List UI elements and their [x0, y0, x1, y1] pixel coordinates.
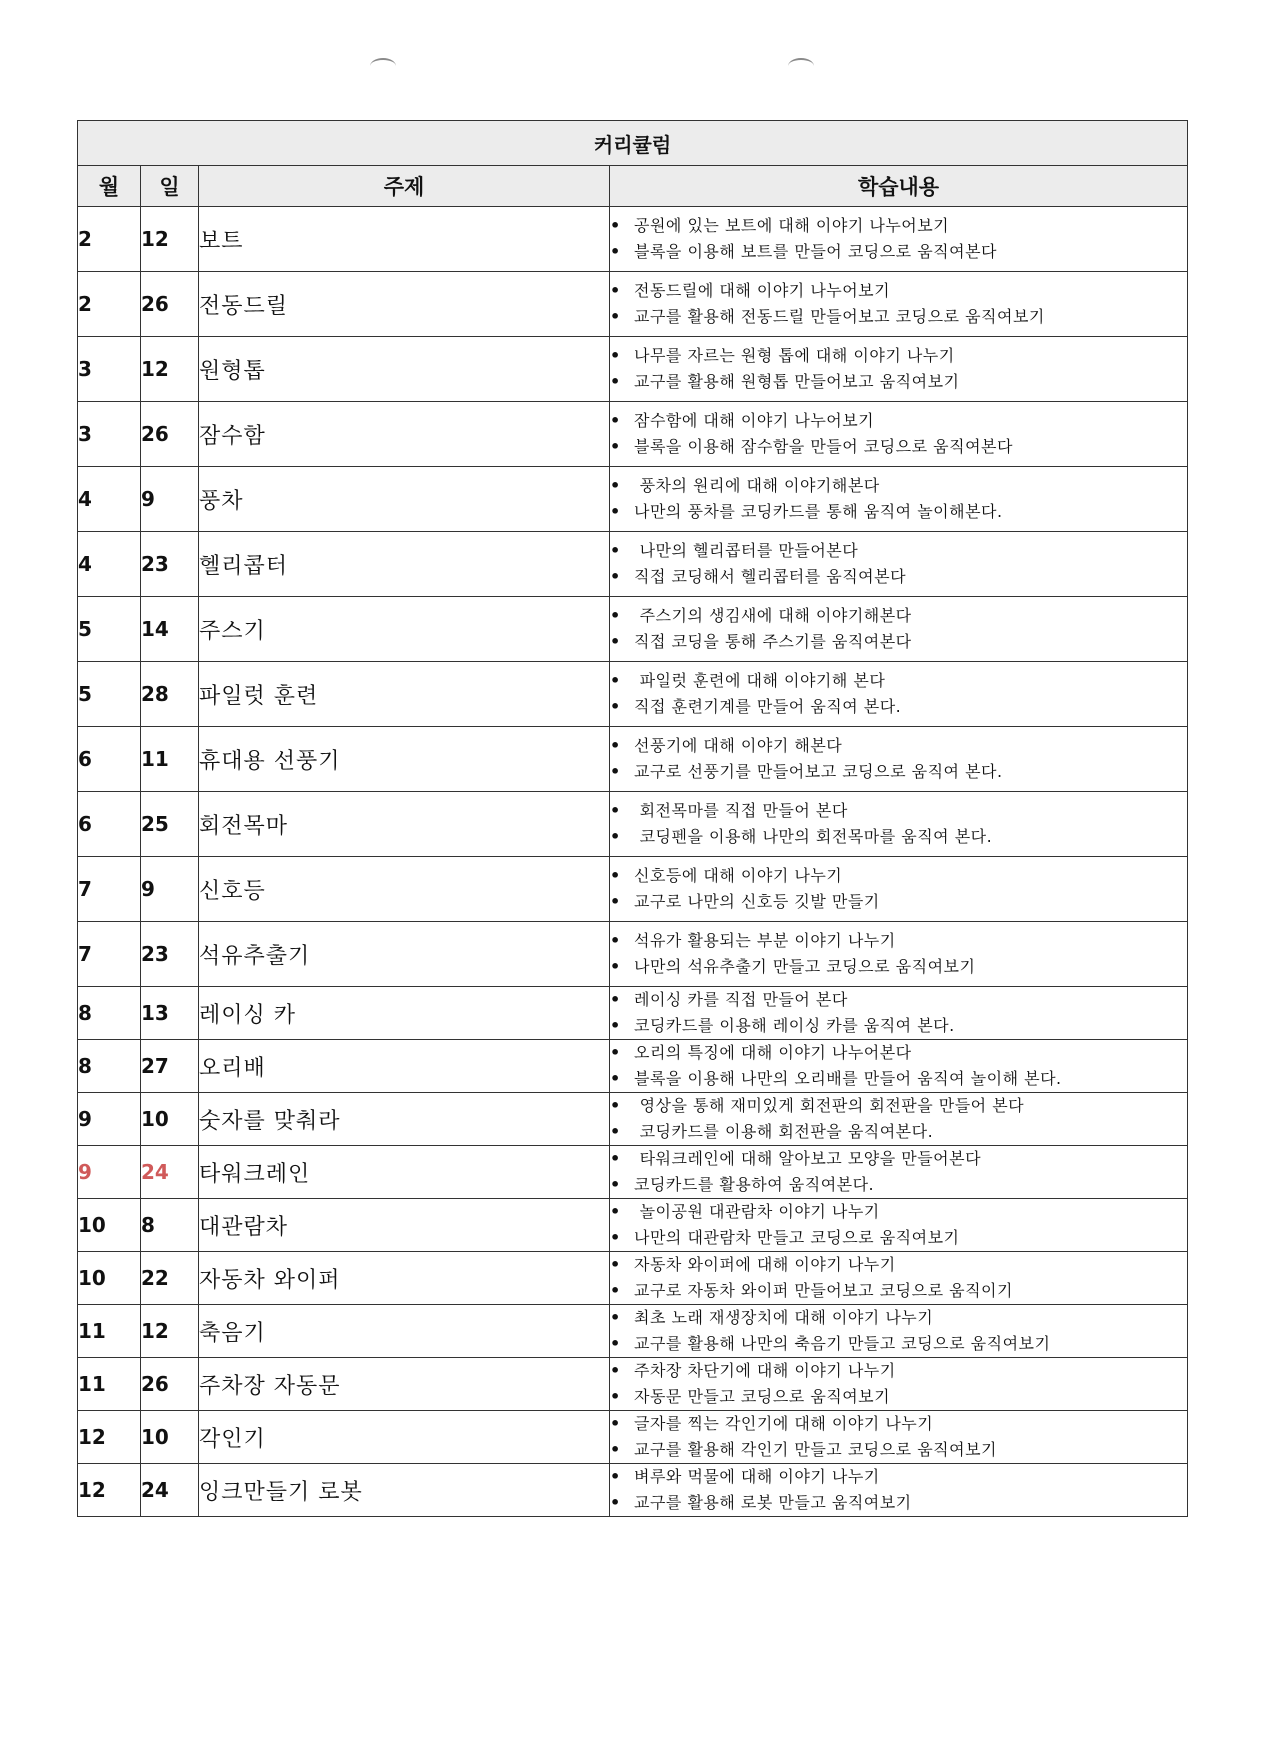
- topic-cell: 보트: [199, 207, 610, 272]
- table-row: [78, 272, 1188, 337]
- contents-cell: [610, 467, 1188, 532]
- day-cell: 10: [141, 1093, 199, 1146]
- topic-cell: 잉크만들기 로봇: [199, 1464, 610, 1517]
- contents-list: [610, 987, 1187, 1039]
- month-cell: 4: [78, 532, 141, 597]
- contents-item: • 코딩카드를 이용해 레이싱 카를 움직여 본다.: [610, 1013, 1187, 1039]
- table-row: [78, 1252, 1188, 1305]
- contents-list: [610, 1199, 1187, 1251]
- contents-cell: [610, 402, 1188, 467]
- curriculum-table: [77, 120, 1188, 1517]
- contents-cell: [610, 1464, 1188, 1517]
- contents-item: • 벼루와 먹물에 대해 이야기 나누기: [610, 1464, 1187, 1490]
- contents-item: • 직접 코딩을 통해 주스기를 움직여본다: [610, 629, 1187, 655]
- contents-item: • 파일럿 훈련에 대해 이야기해 본다: [610, 668, 1187, 694]
- month-cell: 12: [78, 1411, 141, 1464]
- topic-cell: 자동차 와이퍼: [199, 1252, 610, 1305]
- contents-cell: [610, 1093, 1188, 1146]
- contents-item: • 교구를 활용해 나만의 축음기 만들고 코딩으로 움직여보기: [610, 1331, 1187, 1357]
- contents-item: • 교구를 활용해 전동드릴 만들어보고 코딩으로 움직여보기: [610, 304, 1187, 330]
- contents-list: [610, 343, 1187, 395]
- contents-list: [610, 473, 1187, 525]
- month-cell: 9: [78, 1093, 141, 1146]
- topic-cell: 석유추출기: [199, 922, 610, 987]
- topic-cell: 대관람차: [199, 1199, 610, 1252]
- contents-cell: [610, 532, 1188, 597]
- day-cell: 9: [141, 467, 199, 532]
- table-row: [78, 1305, 1188, 1358]
- contents-item: • 놀이공원 대관람차 이야기 나누기: [610, 1199, 1187, 1225]
- contents-item: • 교구를 활용해 원형톱 만들어보고 움직여보기: [610, 369, 1187, 395]
- month-cell: 3: [78, 337, 141, 402]
- table-row: [78, 1358, 1188, 1411]
- contents-list: [610, 733, 1187, 785]
- contents-item: • 나만의 헬리콥터를 만들어본다: [610, 538, 1187, 564]
- topic-cell: 잠수함: [199, 402, 610, 467]
- day-cell: 26: [141, 272, 199, 337]
- table-row: [78, 727, 1188, 792]
- contents-item: • 신호등에 대해 이야기 나누기: [610, 863, 1187, 889]
- header-month: 월: [78, 166, 141, 207]
- table-row: [78, 922, 1188, 987]
- day-cell: 26: [141, 1358, 199, 1411]
- contents-list: [610, 1305, 1187, 1357]
- contents-item: • 영상을 통해 재미있게 회전판의 회전판을 만들어 본다: [610, 1093, 1187, 1119]
- contents-list: [610, 1358, 1187, 1410]
- contents-cell: [610, 272, 1188, 337]
- table-row: [78, 857, 1188, 922]
- day-cell: 28: [141, 662, 199, 727]
- contents-list: [610, 1146, 1187, 1198]
- day-cell: 26: [141, 402, 199, 467]
- contents-item: • 레이싱 카를 직접 만들어 본다: [610, 987, 1187, 1013]
- month-cell: 11: [78, 1358, 141, 1411]
- month-cell: 3: [78, 402, 141, 467]
- day-cell: 24: [141, 1146, 199, 1199]
- contents-list: [610, 1464, 1187, 1516]
- contents-item: • 자동차 와이퍼에 대해 이야기 나누기: [610, 1252, 1187, 1278]
- day-cell: 24: [141, 1464, 199, 1517]
- contents-cell: [610, 597, 1188, 662]
- day-cell: 23: [141, 532, 199, 597]
- contents-cell: [610, 1252, 1188, 1305]
- table-row: [78, 1199, 1188, 1252]
- month-cell: 9: [78, 1146, 141, 1199]
- contents-item: • 교구를 활용해 로봇 만들고 움직여보기: [610, 1490, 1187, 1516]
- topic-cell: 풍차: [199, 467, 610, 532]
- table-row: [78, 1146, 1188, 1199]
- table-row: [78, 1040, 1188, 1093]
- contents-list: [610, 603, 1187, 655]
- contents-item: • 교구를 활용해 각인기 만들고 코딩으로 움직여보기: [610, 1437, 1187, 1463]
- contents-item: • 코딩펜을 이용해 나만의 회전목마를 움직여 본다.: [610, 824, 1187, 850]
- topic-cell: 회전목마: [199, 792, 610, 857]
- topic-cell: 타워크레인: [199, 1146, 610, 1199]
- contents-item: • 교구로 선풍기를 만들어보고 코딩으로 움직여 본다.: [610, 759, 1187, 785]
- day-cell: 22: [141, 1252, 199, 1305]
- table-body: [78, 207, 1188, 1517]
- punch-hole-mark-right: [788, 58, 814, 74]
- contents-list: [610, 668, 1187, 720]
- table-row: [78, 792, 1188, 857]
- table-row: [78, 1093, 1188, 1146]
- contents-item: • 교구로 나만의 신호등 깃발 만들기: [610, 889, 1187, 915]
- day-cell: 23: [141, 922, 199, 987]
- contents-item: • 직접 훈련기계를 만들어 움직여 본다.: [610, 694, 1187, 720]
- contents-list: [610, 863, 1187, 915]
- contents-list: [610, 408, 1187, 460]
- month-cell: 6: [78, 792, 141, 857]
- month-cell: 2: [78, 207, 141, 272]
- contents-cell: [610, 727, 1188, 792]
- contents-item: • 나만의 대관람차 만들고 코딩으로 움직여보기: [610, 1225, 1187, 1251]
- contents-cell: [610, 1358, 1188, 1411]
- contents-item: • 글자를 찍는 각인기에 대해 이야기 나누기: [610, 1411, 1187, 1437]
- month-cell: 8: [78, 987, 141, 1040]
- header-topic: 주제: [199, 166, 610, 207]
- month-cell: 5: [78, 662, 141, 727]
- contents-cell: [610, 1199, 1188, 1252]
- topic-cell: 숫자를 맞춰라: [199, 1093, 610, 1146]
- contents-cell: [610, 922, 1188, 987]
- day-cell: 13: [141, 987, 199, 1040]
- table-row: [78, 662, 1188, 727]
- header-contents: 학습내용: [610, 166, 1188, 207]
- day-cell: 11: [141, 727, 199, 792]
- day-cell: 27: [141, 1040, 199, 1093]
- month-cell: 2: [78, 272, 141, 337]
- contents-cell: [610, 662, 1188, 727]
- contents-cell: [610, 1411, 1188, 1464]
- topic-cell: 각인기: [199, 1411, 610, 1464]
- month-cell: 5: [78, 597, 141, 662]
- contents-item: • 블록을 이용해 보트를 만들어 코딩으로 움직여본다: [610, 239, 1187, 265]
- contents-item: • 회전목마를 직접 만들어 본다: [610, 798, 1187, 824]
- contents-item: • 코딩카드를 이용해 회전판을 움직여본다.: [610, 1119, 1187, 1145]
- contents-list: [610, 1040, 1187, 1092]
- contents-list: [610, 1411, 1187, 1463]
- contents-item: • 블록을 이용해 잠수함을 만들어 코딩으로 움직여본다: [610, 434, 1187, 460]
- contents-item: • 주스기의 생김새에 대해 이야기해본다: [610, 603, 1187, 629]
- table-row: [78, 402, 1188, 467]
- contents-item: • 코딩카드를 활용하여 움직여본다.: [610, 1172, 1187, 1198]
- table-row: [78, 597, 1188, 662]
- contents-item: • 교구로 자동차 와이퍼 만들어보고 코딩으로 움직이기: [610, 1278, 1187, 1304]
- topic-cell: 주차장 자동문: [199, 1358, 610, 1411]
- contents-item: • 자동문 만들고 코딩으로 움직여보기: [610, 1384, 1187, 1410]
- topic-cell: 원형톱: [199, 337, 610, 402]
- contents-cell: [610, 987, 1188, 1040]
- contents-list: [610, 278, 1187, 330]
- month-cell: 7: [78, 922, 141, 987]
- topic-cell: 파일럿 훈련: [199, 662, 610, 727]
- day-cell: 14: [141, 597, 199, 662]
- table-row: [78, 467, 1188, 532]
- day-cell: 12: [141, 337, 199, 402]
- contents-list: [610, 1093, 1187, 1145]
- contents-cell: [610, 1040, 1188, 1093]
- contents-item: • 풍차의 원리에 대해 이야기해본다: [610, 473, 1187, 499]
- month-cell: 6: [78, 727, 141, 792]
- table-title: 커리큘럼: [78, 121, 1188, 166]
- contents-item: • 블록을 이용해 나만의 오리배를 만들어 움직여 놀이해 본다.: [610, 1066, 1187, 1092]
- contents-item: • 직접 코딩해서 헬리콥터를 움직여본다: [610, 564, 1187, 590]
- topic-cell: 신호등: [199, 857, 610, 922]
- day-cell: 8: [141, 1199, 199, 1252]
- table-row: [78, 987, 1188, 1040]
- day-cell: 9: [141, 857, 199, 922]
- contents-item: • 석유가 활용되는 부분 이야기 나누기: [610, 928, 1187, 954]
- topic-cell: 오리배: [199, 1040, 610, 1093]
- day-cell: 10: [141, 1411, 199, 1464]
- contents-item: • 오리의 특징에 대해 이야기 나누어본다: [610, 1040, 1187, 1066]
- topic-cell: 전동드릴: [199, 272, 610, 337]
- table-row: [78, 1464, 1188, 1517]
- contents-item: • 나무를 자르는 원형 톱에 대해 이야기 나누기: [610, 343, 1187, 369]
- punch-hole-mark-left: [370, 58, 396, 74]
- contents-cell: [610, 792, 1188, 857]
- header-day: 일: [141, 166, 199, 207]
- day-cell: 12: [141, 1305, 199, 1358]
- month-cell: 10: [78, 1199, 141, 1252]
- contents-list: [610, 1252, 1187, 1304]
- topic-cell: 주스기: [199, 597, 610, 662]
- contents-item: • 주차장 차단기에 대해 이야기 나누기: [610, 1358, 1187, 1384]
- topic-cell: 헬리콥터: [199, 532, 610, 597]
- contents-item: • 타워크레인에 대해 알아보고 모양을 만들어본다: [610, 1146, 1187, 1172]
- contents-item: • 선풍기에 대해 이야기 해본다: [610, 733, 1187, 759]
- month-cell: 12: [78, 1464, 141, 1517]
- topic-cell: 휴대용 선풍기: [199, 727, 610, 792]
- day-cell: 12: [141, 207, 199, 272]
- month-cell: 4: [78, 467, 141, 532]
- contents-cell: [610, 207, 1188, 272]
- contents-cell: [610, 337, 1188, 402]
- contents-list: [610, 928, 1187, 980]
- contents-list: [610, 798, 1187, 850]
- table-row: [78, 337, 1188, 402]
- contents-cell: [610, 1305, 1188, 1358]
- contents-cell: [610, 857, 1188, 922]
- topic-cell: 축음기: [199, 1305, 610, 1358]
- contents-item: • 전동드릴에 대해 이야기 나누어보기: [610, 278, 1187, 304]
- day-cell: 25: [141, 792, 199, 857]
- contents-item: • 나만의 풍차를 코딩카드를 통해 움직여 놀이해본다.: [610, 499, 1187, 525]
- topic-cell: 레이싱 카: [199, 987, 610, 1040]
- contents-item: • 최초 노래 재생장치에 대해 이야기 나누기: [610, 1305, 1187, 1331]
- table-row: [78, 1411, 1188, 1464]
- table-row: [78, 532, 1188, 597]
- contents-cell: [610, 1146, 1188, 1199]
- contents-item: • 나만의 석유추출기 만들고 코딩으로 움직여보기: [610, 954, 1187, 980]
- month-cell: 10: [78, 1252, 141, 1305]
- contents-item: • 잠수함에 대해 이야기 나누어보기: [610, 408, 1187, 434]
- month-cell: 8: [78, 1040, 141, 1093]
- month-cell: 11: [78, 1305, 141, 1358]
- contents-list: [610, 538, 1187, 590]
- contents-list: [610, 213, 1187, 265]
- table-row: [78, 207, 1188, 272]
- month-cell: 7: [78, 857, 141, 922]
- contents-item: • 공원에 있는 보트에 대해 이야기 나누어보기: [610, 213, 1187, 239]
